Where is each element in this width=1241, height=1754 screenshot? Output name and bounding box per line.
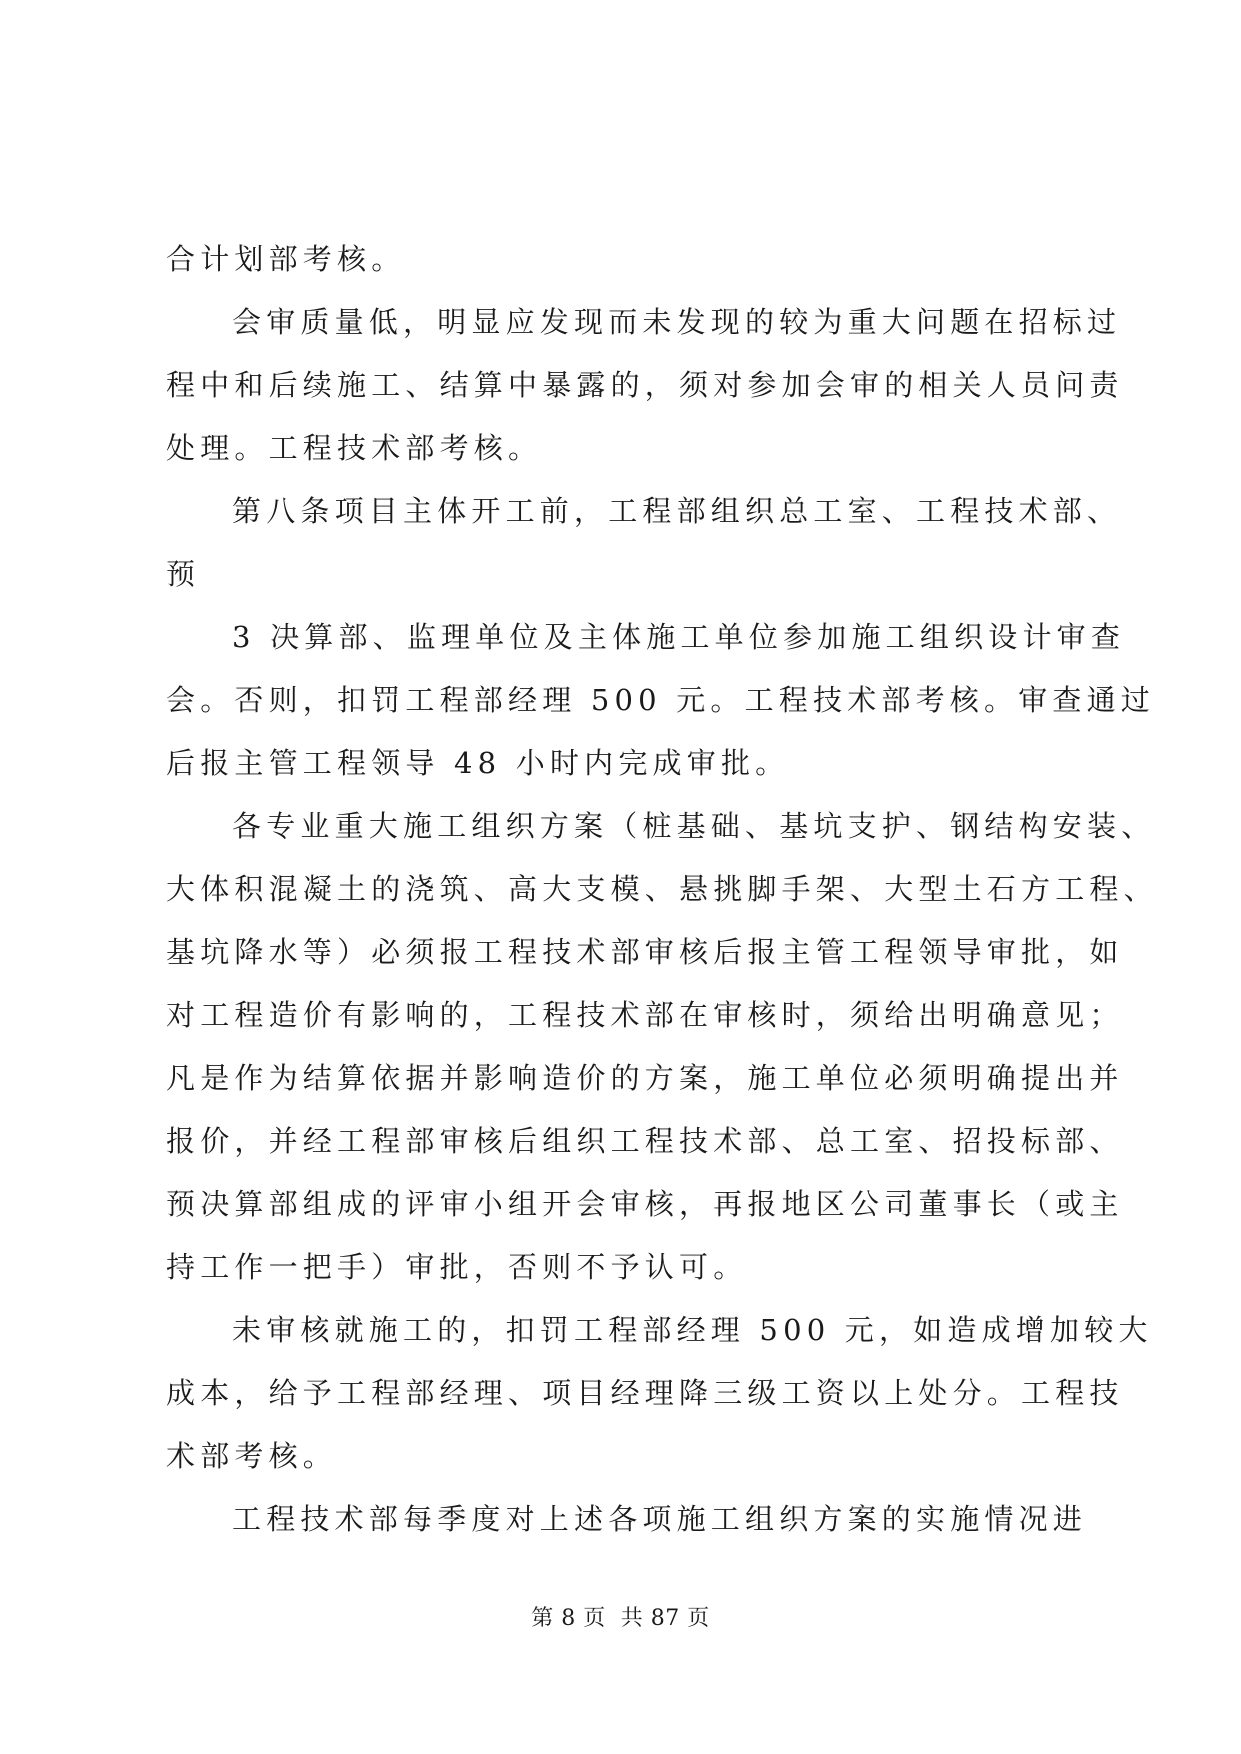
text-line: 预 bbox=[166, 557, 201, 591]
paragraph-start-line: 会审质量低，明显应发现而未发现的较为重大问题在招标过 bbox=[232, 305, 1122, 339]
text-line: 成本，给予工程部经理、项目经理降三级工资以上处分。工程技 bbox=[166, 1376, 1124, 1410]
text-line: 后报主管工程领导 48 小时内完成审批。 bbox=[166, 746, 790, 780]
text-line: 对工程造价有影响的，工程技术部在审核时，须给出明确意见； bbox=[166, 998, 1124, 1032]
text-line: 报价，并经工程部审核后组织工程技术部、总工室、招投标部、 bbox=[166, 1124, 1124, 1158]
text-line: 持工作一把手）审批，否则不予认可。 bbox=[166, 1250, 748, 1284]
paragraph-start-line: 第八条项目主体开工前，工程部组织总工室、工程技术部、 bbox=[232, 494, 1122, 528]
text-line: 凡是作为结算依据并影响造价的方案，施工单位必须明确提出并 bbox=[166, 1061, 1124, 1095]
text-line: 术部考核。 bbox=[166, 1439, 338, 1473]
paragraph-start-line: 未审核就施工的，扣罚工程部经理 500 元，如造成增加较大 bbox=[232, 1313, 1153, 1347]
text-line: 大体积混凝土的浇筑、高大支模、悬挑脚手架、大型土石方工程、 bbox=[166, 872, 1158, 906]
paragraph-start-line: 各专业重大施工组织方案（桩基础、基坑支护、钢结构安装、 bbox=[232, 809, 1156, 843]
paragraph-start-line: 3 决算部、监理单位及主体施工单位参加施工组织设计审查 bbox=[232, 620, 1126, 654]
text-line: 会。否则，扣罚工程部经理 500 元。工程技术部考核。审查通过 bbox=[166, 683, 1155, 717]
text-line: 合计划部考核。 bbox=[166, 242, 406, 276]
page-footer bbox=[0, 1604, 1241, 1634]
text-line: 预决算部组成的评审小组开会审核，再报地区公司董事长（或主 bbox=[166, 1187, 1124, 1221]
page-number-label: 第 8 页 共 87 页 bbox=[531, 1606, 710, 1631]
text-line: 处理。工程技术部考核。 bbox=[166, 431, 543, 465]
text-line: 程中和后续施工、结算中暴露的，须对参加会审的相关人员问责 bbox=[166, 368, 1124, 402]
document-body bbox=[166, 228, 1158, 1551]
paragraph-start-line: 工程技术部每季度对上述各项施工组织方案的实施情况进 bbox=[232, 1502, 1088, 1536]
text-line: 基坑降水等）必须报工程技术部审核后报主管工程领导审批，如 bbox=[166, 935, 1124, 969]
